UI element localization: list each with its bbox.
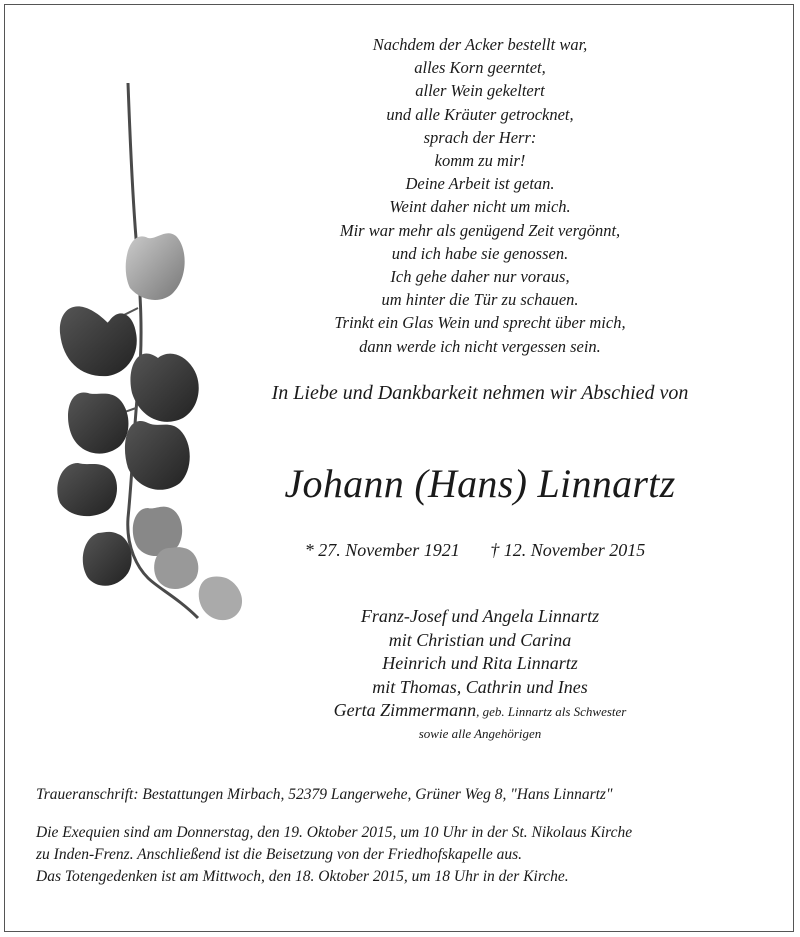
poem-line: und ich habe sie genossen. xyxy=(391,243,569,263)
poem-line: komm zu mir! xyxy=(434,151,526,171)
family-line: Heinrich und Rita Linnartz xyxy=(382,653,578,673)
poem-line: Mir war mehr als genügend Zeit vergönnt, xyxy=(339,220,621,240)
poem-line: Deine Arbeit ist getan. xyxy=(405,174,555,194)
mourning-address: Traueranschrift: Bestattungen Mirbach, 52379 Langerwehe, Grüner Weg 8, "Hans Linnartz" xyxy=(36,786,613,803)
family-line: mit Christian und Carina xyxy=(388,629,572,650)
family-list xyxy=(280,605,680,744)
poem-line: Ich gehe daher nur voraus, xyxy=(390,267,570,287)
birth-date: * 27. November 1921 xyxy=(304,540,460,560)
family-line: sowie alle Angehörigen xyxy=(418,725,542,741)
life-dates xyxy=(180,540,770,561)
family-line: mit Thomas, Cathrin und Ines xyxy=(372,676,588,697)
farewell-intro: In Liebe und Dankbarkeit nehmen wir Abschied von xyxy=(271,382,689,404)
poem-line: aller Wein gekeltert xyxy=(415,81,545,101)
sister-name: Gerta Zimmermann xyxy=(333,700,477,720)
family-line-sister xyxy=(280,699,680,724)
poem-line: und alle Kräuter getrocknet, xyxy=(386,104,574,124)
death-date: † 12. November 2015 xyxy=(490,540,646,560)
service-info xyxy=(36,786,776,888)
poem-line: Trinkt ein Glas Wein und sprecht über mich, xyxy=(334,313,626,333)
poem-line: dann werde ich nicht vergessen sein. xyxy=(359,336,601,356)
notice-line: zu Inden-Frenz. Anschließend ist die Beisetzung von der Friedhofskapelle aus. xyxy=(36,846,523,863)
poem-line: alles Korn geerntet, xyxy=(414,58,546,78)
poem xyxy=(300,33,660,358)
notice-line: Das Totengedenken ist am Mittwoch, den 18. Oktober 2015, um 18 Uhr in der Kirche. xyxy=(36,868,569,885)
poem-line: Weint daher nicht um mich. xyxy=(389,197,571,217)
poem-line: um hinter die Tür zu schauen. xyxy=(381,290,579,310)
family-line: Franz-Josef und Angela Linnartz xyxy=(360,606,600,626)
poem-line: sprach der Herr: xyxy=(423,127,537,147)
deceased-name: Johann (Hans) Linnartz xyxy=(284,461,676,506)
notice-line: Die Exequien sind am Donnerstag, den 19. Oktober 2015, um 10 Uhr in der St. Nikolaus Kirche xyxy=(36,824,633,841)
sister-note: , geb. Linnartz als Schwester xyxy=(476,704,627,719)
vine-leaves-image xyxy=(48,78,258,648)
poem-line: Nachdem der Acker bestellt war, xyxy=(372,35,588,54)
